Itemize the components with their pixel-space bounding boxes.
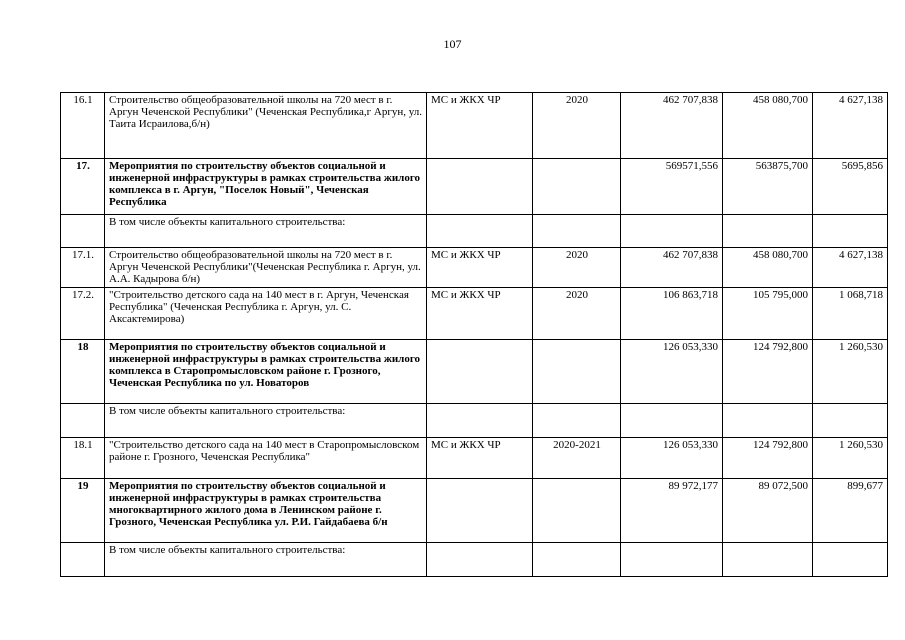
row-total: 89 972,177 [621,479,723,543]
row-federal: 124 792,800 [723,438,813,479]
row-regional: 4 627,138 [813,93,888,159]
row-regional [813,404,888,438]
row-federal: 89 072,500 [723,479,813,543]
row-year [533,543,621,577]
row-number: 18 [61,340,105,404]
row-year [533,404,621,438]
row-name: Строительство общеобразовательной школы на 720 мест в г. Аргун Чеченской Республики"(Чеченская Республика г. Аргун, ул. А.А. Кадырова б/н) [105,248,427,288]
table-row [61,479,888,543]
row-total: 106 863,718 [621,288,723,340]
row-federal: 105 795,000 [723,288,813,340]
row-name: "Строительство детского сада на 140 мест в г. Аргун, Чеченская Республика" (Чеченская Республика г. Аргун, ул. С. Аксактемирова) [105,288,427,340]
row-customer: МС и ЖКХ ЧР [427,248,533,288]
row-number [61,215,105,248]
row-number: 17. [61,159,105,215]
table-row [61,404,888,438]
row-regional: 4 627,138 [813,248,888,288]
row-federal: 563875,700 [723,159,813,215]
row-name: Мероприятия по строительству объектов социальной и инженерной инфраструктуры в рамках строительства многоквартирного жилого дома в Ленинском районе г. Грозного, Чеченская Республика ул. Р.И. Гайдабаева б/н [105,479,427,543]
row-regional [813,543,888,577]
row-customer [427,159,533,215]
row-year [533,159,621,215]
row-name: Мероприятия по строительству объектов социальной и инженерной инфраструктуры в рамках строительства жилого комплекса в г. Аргун, "Поселок Новый", Чеченская Республика [105,159,427,215]
row-number: 18.1 [61,438,105,479]
row-name: В том числе объекты капитального строительства: [105,215,427,248]
row-total: 126 053,330 [621,340,723,404]
row-regional: 899,677 [813,479,888,543]
row-total [621,404,723,438]
row-customer: МС и ЖКХ ЧР [427,93,533,159]
row-total: 462 707,838 [621,93,723,159]
table-row [61,438,888,479]
row-total [621,543,723,577]
row-federal: 458 080,700 [723,93,813,159]
program-table [60,92,888,577]
row-name: В том числе объекты капитального строительства: [105,404,427,438]
row-federal [723,404,813,438]
row-year [533,215,621,248]
row-federal: 124 792,800 [723,340,813,404]
row-customer [427,543,533,577]
row-regional: 1 260,530 [813,340,888,404]
table-row [61,340,888,404]
row-name: Мероприятия по строительству объектов социальной и инженерной инфраструктуры в рамках строительства жилого комплекса в Старопромысловском районе г. Грозного, Чеченская Республика по ул. Новаторов [105,340,427,404]
row-federal [723,543,813,577]
row-federal: 458 080,700 [723,248,813,288]
row-number: 16.1 [61,93,105,159]
row-regional [813,215,888,248]
row-name: Строительство общеобразовательной школы на 720 мест в г. Аргун Чеченской Республики" (Чеченская Республика,г Аргун, ул. Таита Исраилова,б/н) [105,93,427,159]
row-customer: МС и ЖКХ ЧР [427,288,533,340]
row-year: 2020 [533,248,621,288]
table-row [61,288,888,340]
row-number: 17.1. [61,248,105,288]
row-number [61,404,105,438]
row-customer: МС и ЖКХ ЧР [427,438,533,479]
row-number: 17.2. [61,288,105,340]
row-name: В том числе объекты капитального строительства: [105,543,427,577]
row-total [621,215,723,248]
table-row [61,543,888,577]
page-number: 107 [443,37,462,51]
table-row [61,159,888,215]
row-total: 126 053,330 [621,438,723,479]
table-row [61,215,888,248]
row-total: 569571,556 [621,159,723,215]
row-number: 19 [61,479,105,543]
table-row [61,248,888,288]
row-year: 2020 [533,93,621,159]
row-number [61,543,105,577]
row-regional: 1 260,530 [813,438,888,479]
row-regional: 5695,856 [813,159,888,215]
row-year [533,479,621,543]
table-row [61,93,888,159]
row-total: 462 707,838 [621,248,723,288]
row-year: 2020 [533,288,621,340]
row-name: "Строительство детского сада на 140 мест в Старопромысловском районе г. Грозного, Чеченская Республика" [105,438,427,479]
row-year: 2020-2021 [533,438,621,479]
row-year [533,340,621,404]
row-customer [427,340,533,404]
row-customer [427,215,533,248]
row-federal [723,215,813,248]
row-customer [427,479,533,543]
row-regional: 1 068,718 [813,288,888,340]
row-customer [427,404,533,438]
